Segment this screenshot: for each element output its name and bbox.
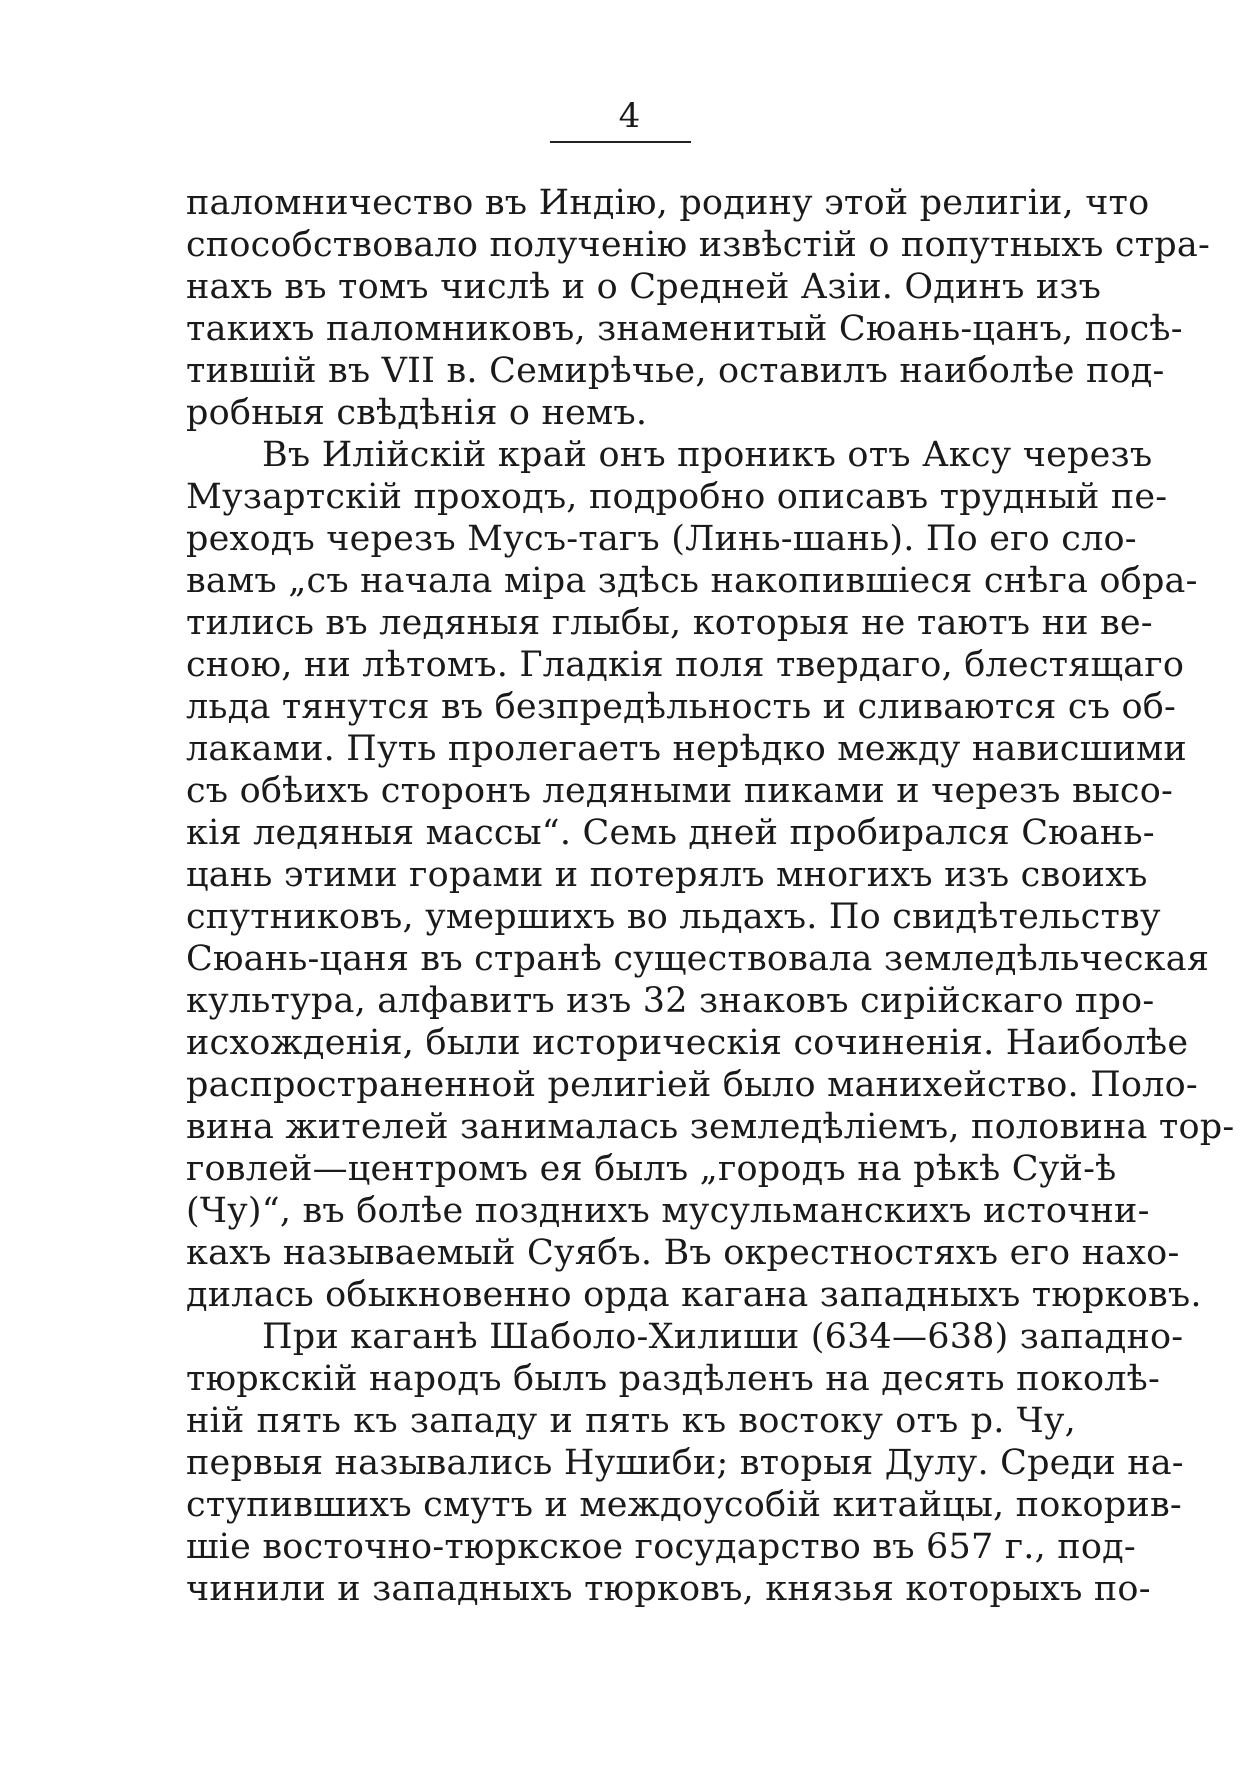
text-line: льда тянутся въ безпредѣльность и сливаются съ об- (186, 687, 1177, 727)
page-number-rule (550, 141, 691, 143)
text-line: Сюань-цаня въ странѣ существовала земледѣльческая (186, 939, 1210, 979)
page-number: 4 (618, 96, 641, 136)
text-line: такихъ паломниковъ, знаменитый Сюань-цанъ, посѣ- (186, 309, 1183, 349)
body-text (186, 182, 1235, 1610)
text-line: ступившихъ смутъ и междоусобій китайцы, покорив- (186, 1485, 1182, 1525)
text-line: съ обѣихъ сторонъ ледяными пиками и черезъ высо- (186, 771, 1174, 811)
text-line: реходъ черезъ Мусъ-тагъ (Линь-шань). По его сло- (186, 519, 1137, 559)
text-line: тились въ ледяныя глыбы, которыя не таютъ ни ве- (186, 603, 1153, 643)
text-line: лаками. Путь пролегаетъ нерѣдко между нависшими (186, 729, 1187, 769)
text-line: вамъ „съ начала міра здѣсь накопившіеся снѣга обра- (186, 561, 1198, 601)
text-line: тившій въ VII в. Семирѣчье, оставилъ наиболѣе под- (186, 351, 1165, 391)
text-line: цань этими горами и потерялъ многихъ изъ своихъ (186, 855, 1148, 895)
text-line: При каганѣ Шаболо-Хилиши (634—638) западно- (262, 1317, 1184, 1357)
text-line: кахъ называемый Суябъ. Въ окрестностяхъ его нахо- (186, 1233, 1180, 1273)
text-line: говлей—центромъ ея былъ „городъ на рѣкѣ Суй-ѣ (186, 1149, 1117, 1189)
text-line: шіе восточно-тюркское государство въ 657 г., под- (186, 1527, 1136, 1567)
text-line: вина жителей занималась земледѣліемъ, половина тор- (186, 1107, 1235, 1147)
text-line: Въ Илійскій край онъ проникъ отъ Аксу черезъ (262, 435, 1153, 475)
text-line: распространенной религіей было манихейство. Поло- (186, 1065, 1198, 1105)
text-line: (Чу)“, въ болѣе позднихъ мусульманскихъ источни- (186, 1191, 1150, 1231)
text-line: нахъ въ томъ числѣ и о Средней Азіи. Одинъ изъ (186, 267, 1102, 307)
text-line: первыя назывались Нушиби; вторыя Дулу. Среди на- (186, 1443, 1184, 1483)
text-line: исхожденія, были историческія сочиненія. Наиболѣе (186, 1023, 1189, 1063)
text-line: Музартскій проходъ, подробно описавъ трудный пе- (186, 477, 1168, 517)
text-line: ній пять къ западу и пять къ востоку отъ р. Чу, (186, 1401, 1076, 1441)
text-line: паломничество въ Индію, родину этой религіи, что (186, 183, 1150, 223)
text-line: культура, алфавитъ изъ 32 знаковъ сирійскаго про- (186, 981, 1155, 1021)
text-line: кія ледяныя массы“. Семь дней пробирался Сюань- (186, 813, 1155, 853)
text-line: спутниковъ, умершихъ во льдахъ. По свидѣтельству (186, 897, 1161, 937)
text-line: робныя свѣдѣнія о немъ. (186, 393, 648, 433)
text-line: способствовало полученію извѣстій о попутныхъ стра- (186, 225, 1210, 265)
text-line: сною, ни лѣтомъ. Гладкія поля твердаго, блестящаго (186, 645, 1185, 685)
text-line: чинили и западныхъ тюрковъ, князья которыхъ по- (186, 1569, 1151, 1609)
text-line: тюркскій народъ былъ раздѣленъ на десять поколѣ- (186, 1359, 1161, 1399)
text-line: дилась обыкновенно орда кагана западныхъ тюрковъ. (186, 1275, 1202, 1315)
